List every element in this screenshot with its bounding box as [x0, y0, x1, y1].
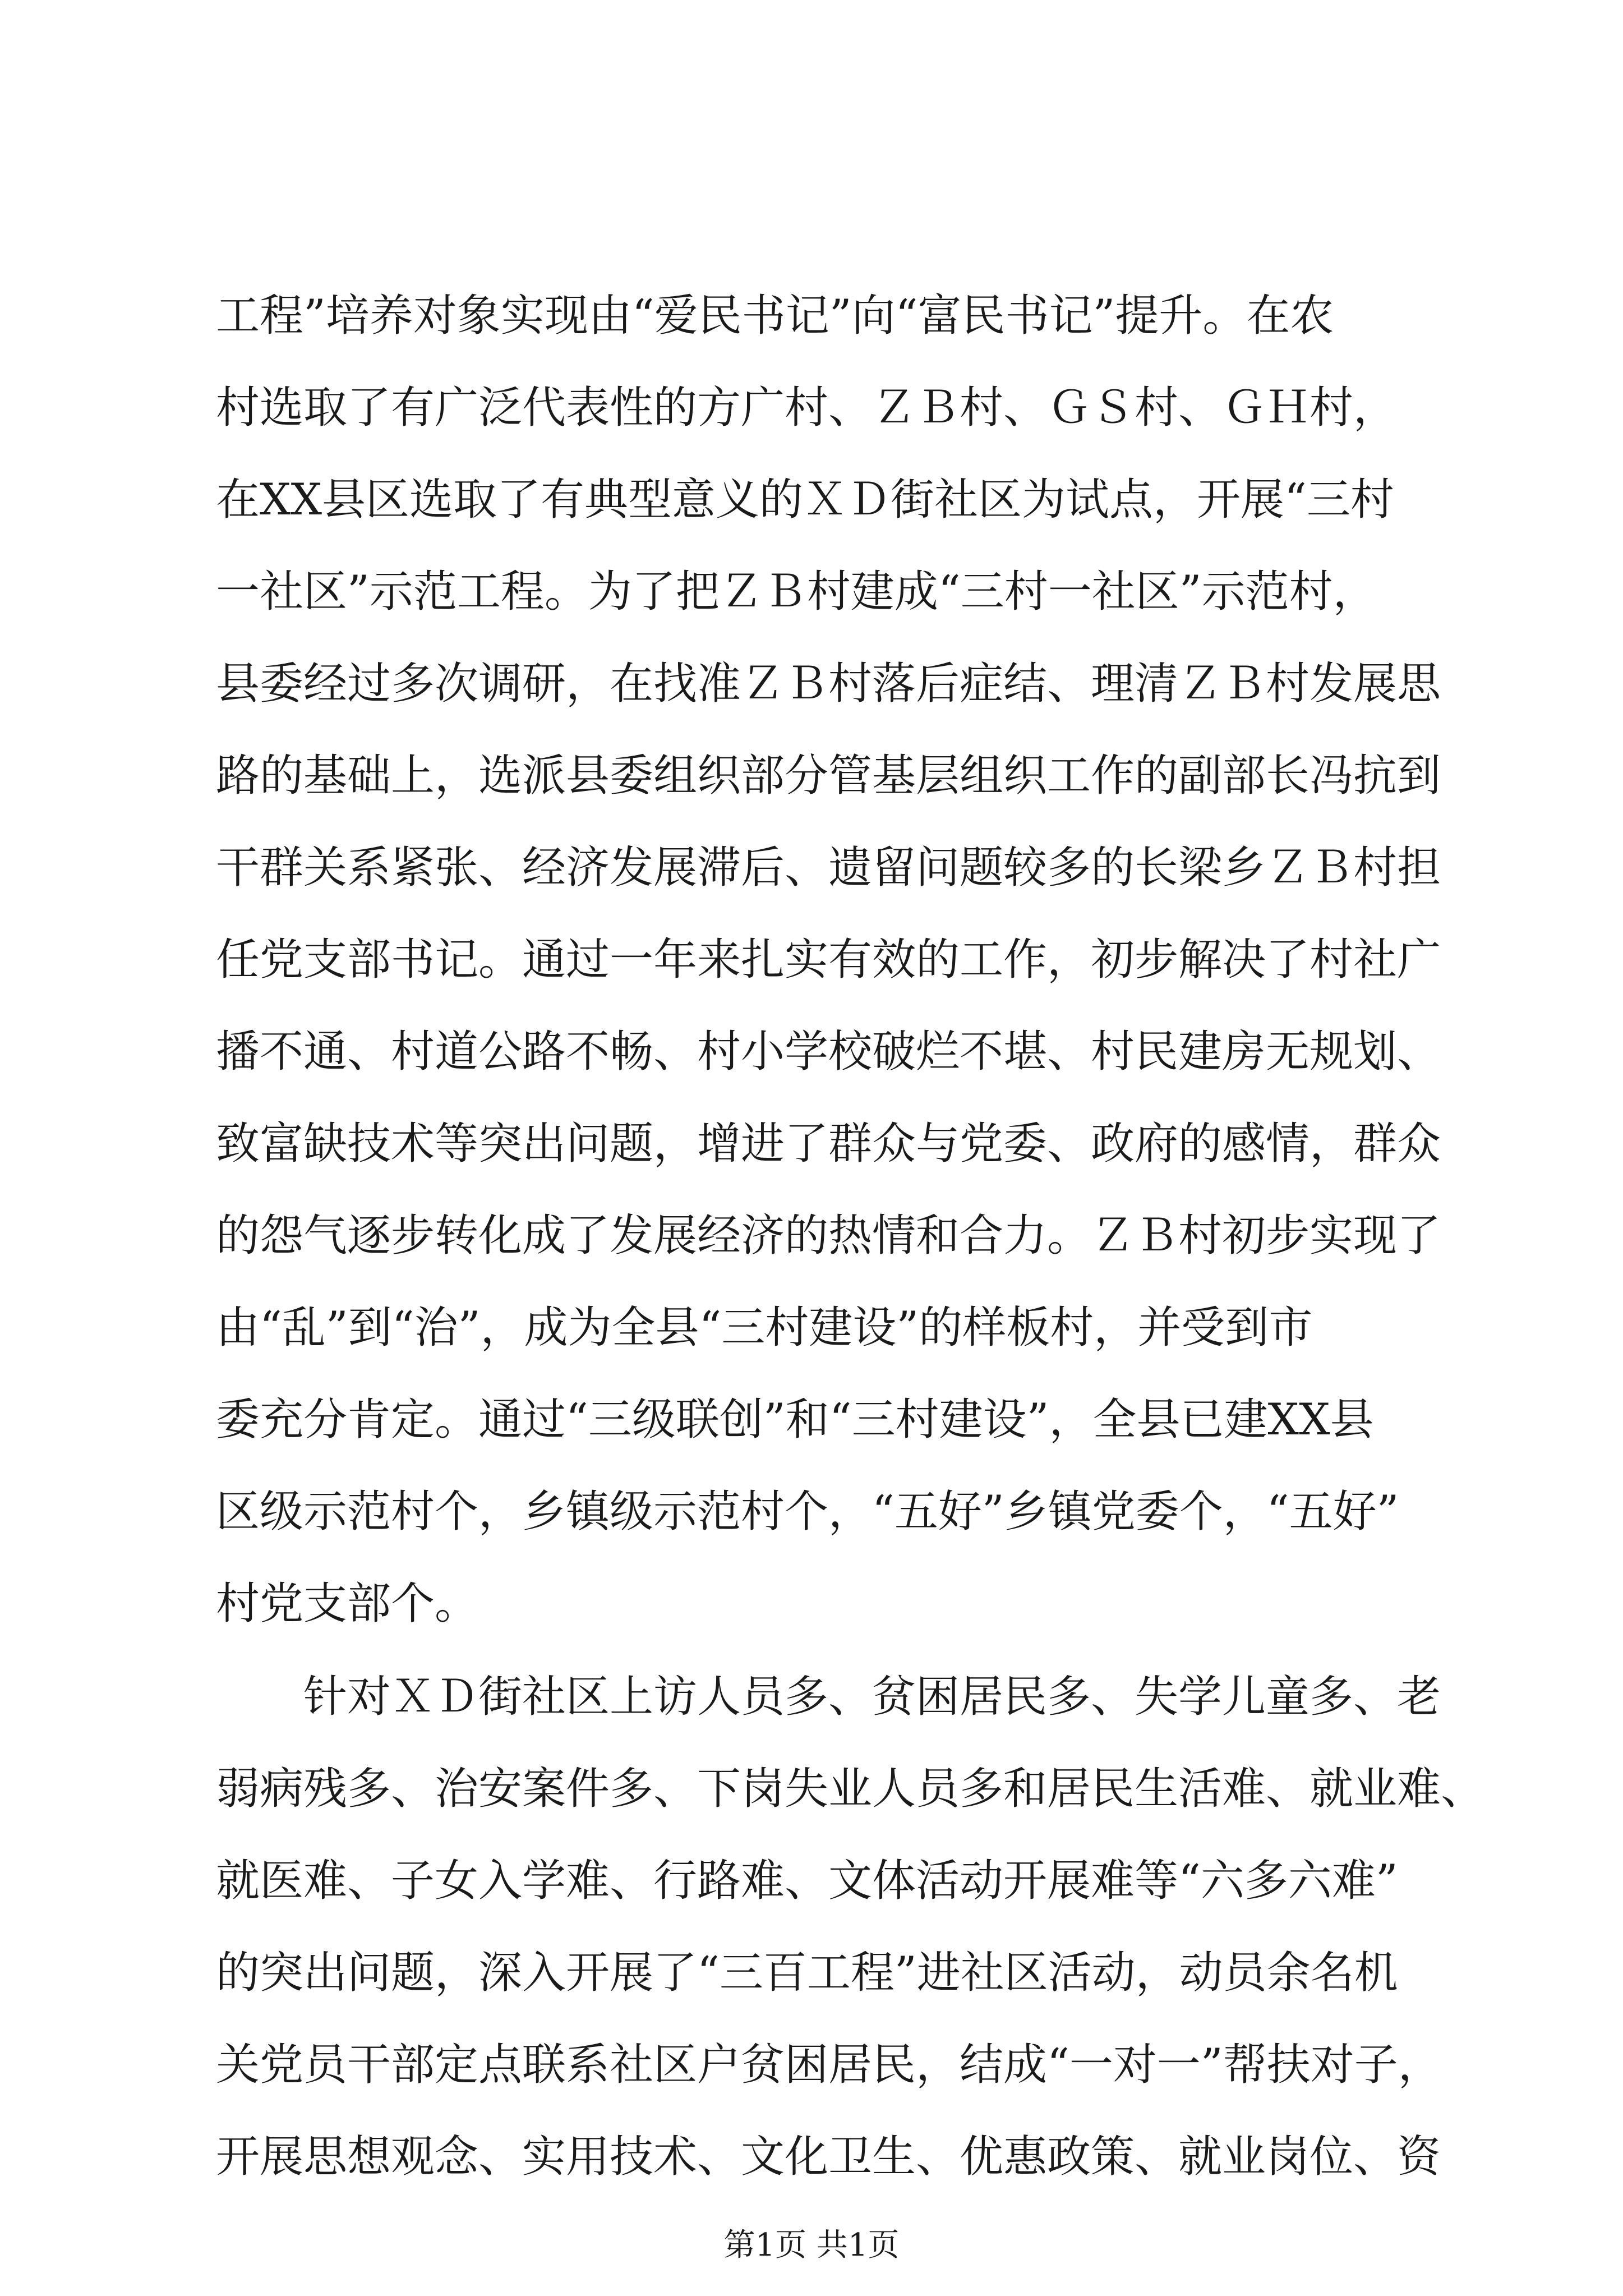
- text-line: 播不通、村道公路不畅、村小学校破烂不堪、村民建房无规划、: [216, 1027, 1441, 1077]
- text-line: 委充分肯定。通过“三级联创”和“三村建设”，全县已建XX县: [216, 1395, 1374, 1445]
- text-line: 工程”培养对象实现由“爱民书记”向“富民书记”提升。在农: [216, 291, 1334, 341]
- text-line: 开展思想观念、实用技术、文化卫生、优惠政策、就业岗位、资: [216, 2132, 1441, 2182]
- text-line: 区级示范村个，乡镇级示范村个，“五好”乡镇党委个，“五好”: [216, 1487, 1399, 1537]
- text-line: 村选取了有广泛代表性的方广村、ＺＢ村、ＧＳ村、ＧＨ村，: [216, 383, 1398, 433]
- text-line: 针对ＸＤ街社区上访人员多、贫困居民多、失学儿童多、老: [216, 1672, 1441, 1722]
- page-footer: 第1页 共1页: [723, 2227, 900, 2263]
- text-line: 路的基础上，选派县委组织部分管基层组织工作的副部长冯抗到: [216, 751, 1441, 801]
- text-line: 关党员干部定点联系社区户贫困居民，结成“一对一”帮扶对子，: [216, 2040, 1442, 2090]
- text-line: 由“乱”到“治”，成为全县“三村建设”的样板村，并受到市: [216, 1303, 1313, 1353]
- text-line: 的怨气逐步转化成了发展经济的热情和合力。ＺＢ村初步实现了: [216, 1211, 1441, 1261]
- text-line: 弱病残多、治安案件多、下岗失业人员多和居民生活难、就业难、: [216, 1764, 1485, 1814]
- text-line: 干群关系紧张、经济发展滞后、遗留问题较多的长梁乡ＺＢ村担: [216, 843, 1441, 893]
- text-line: 任党支部书记。通过一年来扎实有效的工作，初步解决了村社广: [216, 935, 1441, 985]
- text-line: 在XX县区选取了有典型意义的ＸＤ街社区为试点，开展“三村: [216, 475, 1394, 525]
- text-line: 一社区”示范工程。为了把ＺＢ村建成“三村一社区”示范村，: [216, 567, 1377, 617]
- text-line: 县委经过多次调研，在找准ＺＢ村落后症结、理清ＺＢ村发展思: [216, 659, 1441, 709]
- text-line: 致富缺技术等突出问题，增进了群众与党委、政府的感情，群众: [216, 1119, 1441, 1169]
- text-line: 村党支部个。: [216, 1579, 479, 1629]
- text-line: 就医难、子女入学难、行路难、文体活动开展难等“六多六难”: [216, 1856, 1398, 1906]
- text-line: 的突出问题，深入开展了“三百工程”进社区活动，动员余名机: [216, 1948, 1398, 1998]
